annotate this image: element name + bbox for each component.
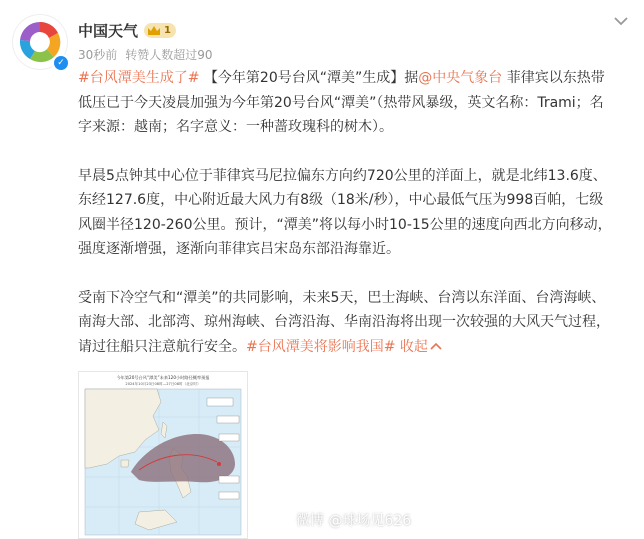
repost-note: 转赞人数超过90 bbox=[125, 48, 213, 62]
paragraph-1-text: 菲律宾以东热带低压已于今天凌晨加强为今年第20号台风“潭美”（热带风暴级，英文名称：Trami；名字来源：越南；名字意义：一种蔷玫瑰科的树木）。 bbox=[78, 70, 605, 135]
headline: 【今年第20号台风“潭美”生成】据 bbox=[203, 70, 419, 86]
post-time[interactable]: 30秒前 bbox=[78, 48, 118, 62]
collapse-link[interactable] bbox=[400, 339, 442, 355]
map-subtitle: 2024年10月23日08时—27日08时（北京时） bbox=[125, 382, 201, 386]
level-badge[interactable] bbox=[144, 23, 176, 38]
forecast-map-image[interactable] bbox=[78, 371, 248, 539]
typhoon-track-map bbox=[79, 372, 247, 538]
collapse-label: 收起 bbox=[399, 338, 428, 355]
paragraph-3 bbox=[78, 286, 616, 360]
more-options-chevron-icon[interactable] bbox=[612, 14, 630, 28]
watermark-text: 微博 @球场见626 bbox=[296, 513, 412, 529]
paragraph-1 bbox=[78, 66, 616, 140]
chevron-up-icon bbox=[430, 342, 442, 351]
hashtag-typhoon-impact[interactable]: #台风潭美将影响我国# bbox=[246, 338, 396, 355]
paragraph-3-text: 受南下冷空气和“潭美”的共同影响，未来5天，巴士海峡、台湾以东洋面、台湾海峡、南海大部、北部湾、琼州海峡、台湾沿海、华南沿海将出现一次较强的大风天气过程，请过往船只注意航行安全。 bbox=[78, 289, 610, 355]
paragraph-2: 早晨5点钟其中心位于菲律宾马尼拉偏东方向约720公里的洋面上，就是北纬13.6度、东经127.6度，中心附近最大风力有8级（18米/秒），中心最低气压为998百帕，七级风圈半径120-260公里。预计，“潭美”将以每小时10-15公里的速度向西北方向移动，强度逐渐增强，逐渐向菲律宾吕宋岛东部沿海靠近。 bbox=[78, 167, 612, 257]
mention-cma[interactable]: @中央气象台 bbox=[418, 70, 503, 86]
crown-icon bbox=[147, 25, 161, 36]
level-number: 1 bbox=[164, 25, 171, 36]
weibo-logo-icon bbox=[268, 511, 290, 529]
map-title: 今年第20号台风“潭美”未来120小时路径概率预报 bbox=[116, 375, 210, 380]
hashtag-typhoon-formed[interactable]: #台风潭美生成了# bbox=[78, 70, 200, 86]
verified-badge-icon: ✓ bbox=[52, 54, 70, 72]
author-name[interactable]: 中国天气 bbox=[78, 22, 139, 40]
post-body bbox=[78, 66, 616, 359]
watermark bbox=[268, 510, 411, 530]
post-meta bbox=[78, 46, 213, 63]
